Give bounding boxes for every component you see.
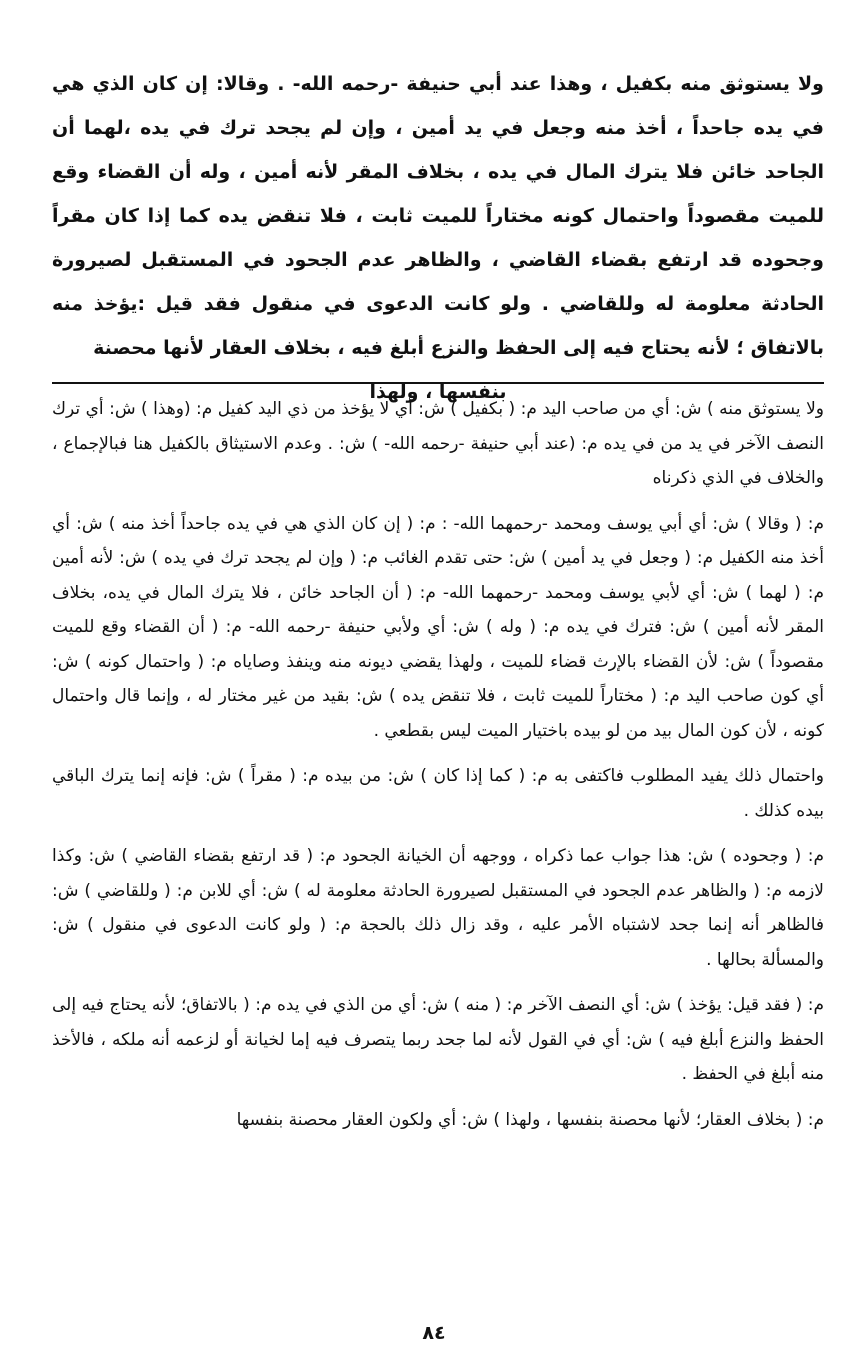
- section-divider: [52, 382, 824, 384]
- main-text-block: [52, 62, 824, 414]
- commentary-paragraph-5: م: ( فقد قيل: يؤخذ ) ش: أي النصف الآخر م: ( منه ) ش: أي من الذي في يده م: ( بالاتفاق؛ لأنه يحتاج فيه إلى الحفظ والنزع أبلغ فيه ) ش: أي في القول لأنه لما جحد ربما يتصرف فيه إما لخيانة أو لزعمه أنه ملكه ، فالأخذ منه أبلغ في الحفظ .: [52, 995, 824, 1084]
- commentary-paragraph-4: م: ( وجحوده ) ش: هذا جواب عما ذكراه ، ووجهه أن الخيانة الجحود م: ( قد ارتفع بقضاء القاضي ) ش: وكذا لازمه م: ( والظاهر عدم الجحود في المستقبل لصيرورة الحادثة معلومة له ) ش: أي للابن م: ( وللقاضي ) ش: فالظاهر أنه إنما جحد لاشتباه الأمر عليه ، وقد زال ذلك بالحجة م: ( ولو كانت الدعوى في منقول ) ش: والمسألة بحالها .: [52, 846, 824, 970]
- commentary-paragraph-3: واحتمال ذلك يفيد المطلوب فاكتفى به م: ( كما إذا كان ) ش: من بيده م: ( مقراً ) ش: فإنه إنما يترك الباقي بيده كذلك .: [52, 766, 824, 821]
- commentary-paragraph-6: م: ( بخلاف العقار؛ لأنها محصنة بنفسها ، ولهذا ) ش: أي ولكون العقار محصنة بنفسها: [236, 1109, 824, 1130]
- main-text-last-line: بنفسها ، ولهذا: [369, 381, 507, 403]
- commentary-paragraph-1: ولا يستوثق منه ) ش: أي من صاحب اليد م: ( بكفيل ) ش: أي لا يؤخذ من ذي اليد كفيل م: (وهذا ) ش: أي ترك النصف الآخر في يد من في يده م: (عند أبي حنيفة -رحمه الله- ) ش: . وعدم الاستيثاق بالكفيل هنا فبالإجماع ، والخلاف في الذي ذكرناه: [52, 399, 824, 488]
- commentary-paragraph-2: م: ( وقالا ) ش: أي أبي يوسف ومحمد -رحمهما الله- : م: ( إن كان الذي هي في يده جاحداً أخذ منه ) ش: أي أخذ منه الكفيل م: ( وجعل في يد أمين ) ش: حتى تقدم الغائب م: ( وإن لم يجحد ترك في يده ) ش: لأنه أمين م: ( لهما ) ش: أي لأبي يوسف ومحمد -رحمهما الله- م: ( أن الجاحد خائن ، فلا يترك المال في يده، بخلاف المقر لأنه أمين ) ش: فترك في يده م: ( وله ) ش: أي ولأبي حنيفة -رحمه الله- م: ( أن القضاء وقع للميت مقصوداً ) ش: لأن القضاء بالإرث قضاء للميت ، ولهذا يقضي ديونه منه وينفذ وصاياه م: ( واحتمال كونه ) ش: أي كون صاحب اليد م: ( مختاراً للميت ثابت ، فلا تنقض يده ) ش: بقيد من غير مختار له ، وإنما قال واحتمال كونه ، لأن كون المال بيد من لو بيده باختيار الميت ليس بقطعي .: [52, 513, 824, 741]
- page-number: ٨٤: [422, 1322, 446, 1344]
- main-text-paragraph: ولا يستوثق منه بكفيل ، وهذا عند أبي حنيفة -رحمه الله- . وقالا: إن كان الذي هي في يده جاحداً ، أخذ منه وجعل في يد أمين ، وإن لم يجحد ترك في يده ،لهما أن الجاحد خائن فلا يترك المال في يده ، بخلاف المقر لأنه أمين ، وله أن القضاء وقع للميت مقصوداً واحتمال كونه مختاراً للميت ثابت ، فلا تنقض يده كما إذا كان مقراً وجحوده قد ارتفع بقضاء القاضي ، والظاهر عدم الجحود في المستقبل لصيرورة الحادثة معلومة له وللقاضي . ولو كانت الدعوى في منقول فقد قيل :يؤخذ منه بالاتفاق ؛ لأنه يحتاج فيه إلى الحفظ والنزع أبلغ فيه ، بخلاف العقار لأنها محصنة: [52, 73, 824, 359]
- commentary-block: [52, 392, 824, 1148]
